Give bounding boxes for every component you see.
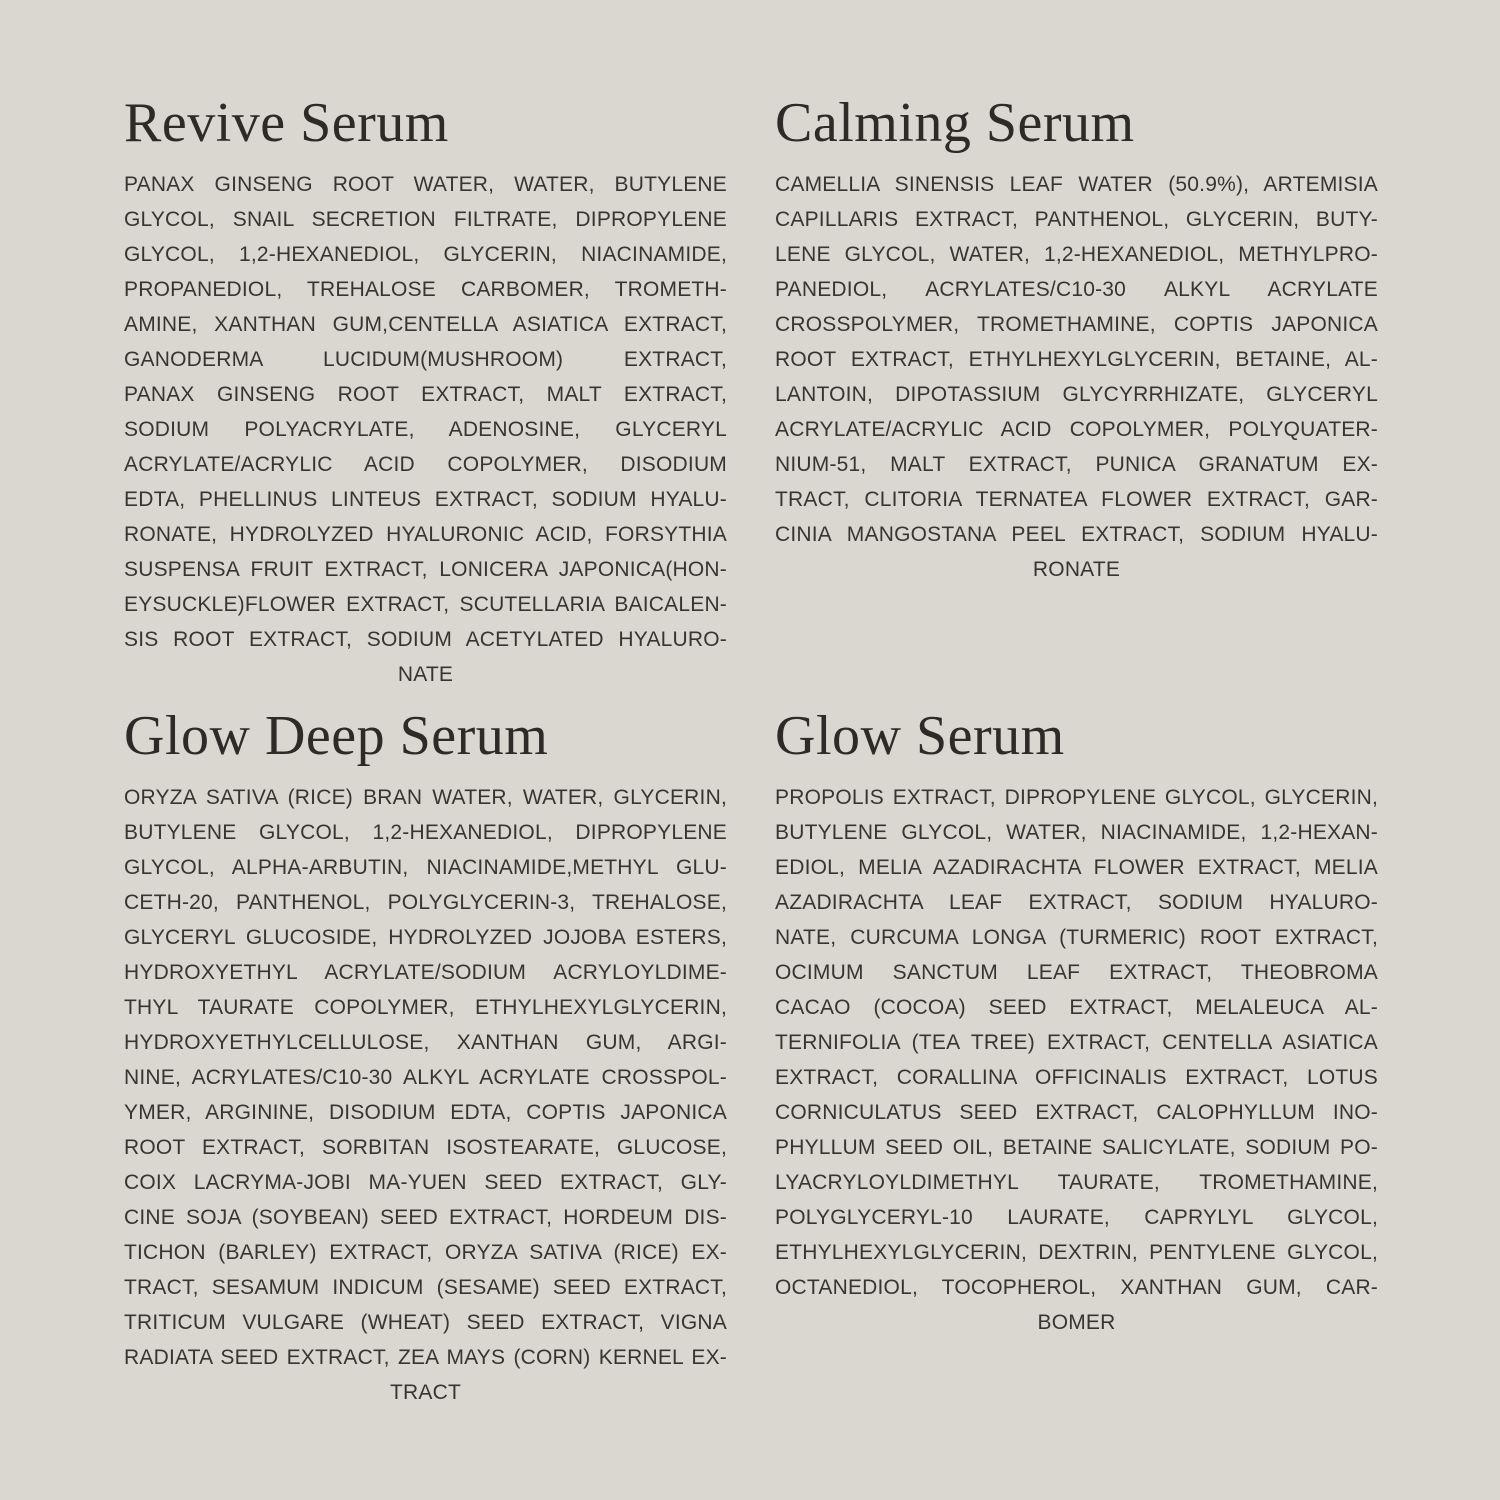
ingredient-line: LANTOIN, DIPOTASSIUM GLYCYRRHIZATE, GLYCERYL: [775, 383, 1378, 406]
ingredient-line: RONATE: [1032, 558, 1121, 581]
section-revive-serum: [124, 90, 727, 692]
ingredient-line: NATE, CURCUMA LONGA (TURMERIC) ROOT EXTRACT,: [775, 926, 1378, 949]
ingredient-line: PHYLLUM SEED OIL, BETAINE SALICYLATE, SODIUM PO-: [775, 1136, 1378, 1159]
ingredient-line: ACRYLATE/ACRYLIC ACID COPOLYMER, POLYQUATER-: [775, 418, 1378, 441]
section-glow-serum: [775, 703, 1378, 1410]
ingredient-line: GANODERMA LUCIDUM(MUSHROOM) EXTRACT,: [124, 348, 727, 371]
ingredient-line: CINE SOJA (SOYBEAN) SEED EXTRACT, HORDEUM DIS-: [124, 1206, 727, 1229]
ingredient-line: TRACT, CLITORIA TERNATEA FLOWER EXTRACT, GAR-: [775, 488, 1378, 511]
ingredient-line: POLYGLYCERYL-10 LAURATE, CAPRYLYL GLYCOL,: [775, 1206, 1378, 1229]
ingredient-list-calming-serum: [775, 167, 1378, 587]
ingredient-line: CAMELLIA SINENSIS LEAF WATER (50.9%), ARTEMISIA: [775, 173, 1378, 196]
ingredient-line: PROPOLIS EXTRACT, DIPROPYLENE GLYCOL, GLYCERIN,: [775, 786, 1378, 809]
ingredient-line: GLYCOL, 1,2-HEXANEDIOL, GLYCERIN, NIACINAMIDE,: [124, 243, 727, 266]
ingredient-line: BOMER: [1037, 1311, 1116, 1334]
ingredient-line: SODIUM POLYACRYLATE, ADENOSINE, GLYCERYL: [124, 418, 727, 441]
ingredient-line: CORNICULATUS SEED EXTRACT, CALOPHYLLUM INO-: [775, 1101, 1378, 1124]
ingredient-line: CETH-20, PANTHENOL, POLYGLYCERIN-3, TREHALOSE,: [124, 891, 727, 914]
ingredient-line: COIX LACRYMA-JOBI MA-YUEN SEED EXTRACT, GLY-: [124, 1171, 727, 1194]
ingredient-line: PANAX GINSENG ROOT WATER, WATER, BUTYLENE: [124, 173, 727, 196]
ingredient-line: RADIATA SEED EXTRACT, ZEA MAYS (CORN) KERNEL EX-: [124, 1346, 727, 1369]
ingredient-line: ORYZA SATIVA (RICE) BRAN WATER, WATER, GLYCERIN,: [124, 786, 727, 809]
ingredient-line: ETHYLHEXYLGLYCERIN, DEXTRIN, PENTYLENE GLYCOL,: [775, 1241, 1378, 1264]
ingredient-line: CAPILLARIS EXTRACT, PANTHENOL, GLYCERIN, BUTY-: [775, 208, 1378, 231]
ingredient-list-revive-serum: [124, 167, 727, 692]
ingredient-line: TICHON (BARLEY) EXTRACT, ORYZA SATIVA (RICE) EX-: [124, 1241, 727, 1264]
section-title-revive-serum: Revive Serum: [124, 92, 449, 154]
ingredient-line: AZADIRACHTA LEAF EXTRACT, SODIUM HYALURO-: [775, 891, 1378, 914]
ingredient-line: THYL TAURATE COPOLYMER, ETHYLHEXYLGLYCERIN,: [124, 996, 727, 1019]
ingredient-line: NATE: [397, 663, 454, 686]
ingredient-line: CACAO (COCOA) SEED EXTRACT, MELALEUCA AL-: [775, 996, 1378, 1019]
ingredient-line: AMINE, XANTHAN GUM,CENTELLA ASIATICA EXTRACT,: [124, 313, 727, 336]
ingredient-line: PANEDIOL, ACRYLATES/C10-30 ALKYL ACRYLATE: [775, 278, 1378, 301]
ingredient-line: LENE GLYCOL, WATER, 1,2-HEXANEDIOL, METHYLPRO-: [775, 243, 1378, 266]
section-glow-deep-serum: [124, 703, 727, 1410]
ingredient-line: LYACRYLOYLDIMETHYL TAURATE, TROMETHAMINE,: [775, 1171, 1378, 1194]
ingredient-line: YMER, ARGININE, DISODIUM EDTA, COPTIS JAPONICA: [124, 1101, 727, 1124]
ingredient-line: CROSSPOLYMER, TROMETHAMINE, COPTIS JAPONICA: [775, 313, 1378, 336]
section-calming-serum: [775, 90, 1378, 692]
ingredient-line: ACRYLATE/ACRYLIC ACID COPOLYMER, DISODIUM: [124, 453, 727, 476]
ingredient-line: OCIMUM SANCTUM LEAF EXTRACT, THEOBROMA: [775, 961, 1378, 984]
ingredient-line: HYDROXYETHYL ACRYLATE/SODIUM ACRYLOYLDIME-: [124, 961, 727, 984]
ingredient-line: EDTA, PHELLINUS LINTEUS EXTRACT, SODIUM HYALU-: [124, 488, 727, 511]
ingredient-line: TERNIFOLIA (TEA TREE) EXTRACT, CENTELLA ASIATICA: [775, 1031, 1378, 1054]
ingredient-line: TRACT: [390, 1381, 461, 1404]
ingredient-line: OCTANEDIOL, TOCOPHEROL, XANTHAN GUM, CAR-: [775, 1276, 1378, 1299]
ingredient-line: PANAX GINSENG ROOT EXTRACT, MALT EXTRACT,: [124, 383, 727, 406]
ingredient-line: EDIOL, MELIA AZADIRACHTA FLOWER EXTRACT, MELIA: [775, 856, 1378, 879]
ingredient-line: GLYCOL, SNAIL SECRETION FILTRATE, DIPROPYLENE: [124, 208, 727, 231]
ingredient-line: TRITICUM VULGARE (WHEAT) SEED EXTRACT, VIGNA: [124, 1311, 727, 1334]
section-title-glow-serum: Glow Serum: [775, 705, 1065, 767]
ingredient-line: PROPANEDIOL, TREHALOSE CARBOMER, TROMETH-: [124, 278, 727, 301]
ingredient-line: ROOT EXTRACT, SORBITAN ISOSTEARATE, GLUCOSE,: [124, 1136, 727, 1159]
ingredient-line: RONATE, HYDROLYZED HYALURONIC ACID, FORSYTHIA: [124, 523, 727, 546]
ingredient-list-glow-serum: [775, 780, 1378, 1340]
ingredient-line: SUSPENSA FRUIT EXTRACT, LONICERA JAPONICA(HON-: [124, 558, 727, 581]
section-title-calming-serum: Calming Serum: [775, 92, 1135, 154]
ingredient-line: BUTYLENE GLYCOL, 1,2-HEXANEDIOL, DIPROPYLENE: [124, 821, 727, 844]
ingredient-list-glow-deep-serum: [124, 780, 727, 1410]
ingredient-line: GLYCOL, ALPHA-ARBUTIN, NIACINAMIDE,METHYL GLU-: [124, 856, 727, 879]
section-title-glow-deep-serum: Glow Deep Serum: [124, 705, 549, 767]
ingredient-line: ROOT EXTRACT, ETHYLHEXYLGLYCERIN, BETAINE, AL-: [775, 348, 1378, 371]
ingredient-line: NIUM-51, MALT EXTRACT, PUNICA GRANATUM EX-: [775, 453, 1378, 476]
ingredient-line: SIS ROOT EXTRACT, SODIUM ACETYLATED HYALURO-: [124, 628, 727, 651]
ingredient-line: GLYCERYL GLUCOSIDE, HYDROLYZED JOJOBA ESTERS,: [124, 926, 727, 949]
ingredient-line: CINIA MANGOSTANA PEEL EXTRACT, SODIUM HYALU-: [775, 523, 1378, 546]
ingredient-line: HYDROXYETHYLCELLULOSE, XANTHAN GUM, ARGI-: [124, 1031, 727, 1054]
ingredient-line: EXTRACT, CORALLINA OFFICINALIS EXTRACT, LOTUS: [775, 1066, 1378, 1089]
ingredient-line: EYSUCKLE)FLOWER EXTRACT, SCUTELLARIA BAICALEN-: [124, 593, 727, 616]
ingredient-line: TRACT, SESAMUM INDICUM (SESAME) SEED EXTRACT,: [124, 1276, 727, 1299]
ingredient-line: BUTYLENE GLYCOL, WATER, NIACINAMIDE, 1,2-HEXAN-: [775, 821, 1378, 844]
ingredient-line: NINE, ACRYLATES/C10-30 ALKYL ACRYLATE CROSSPOL-: [124, 1066, 727, 1089]
